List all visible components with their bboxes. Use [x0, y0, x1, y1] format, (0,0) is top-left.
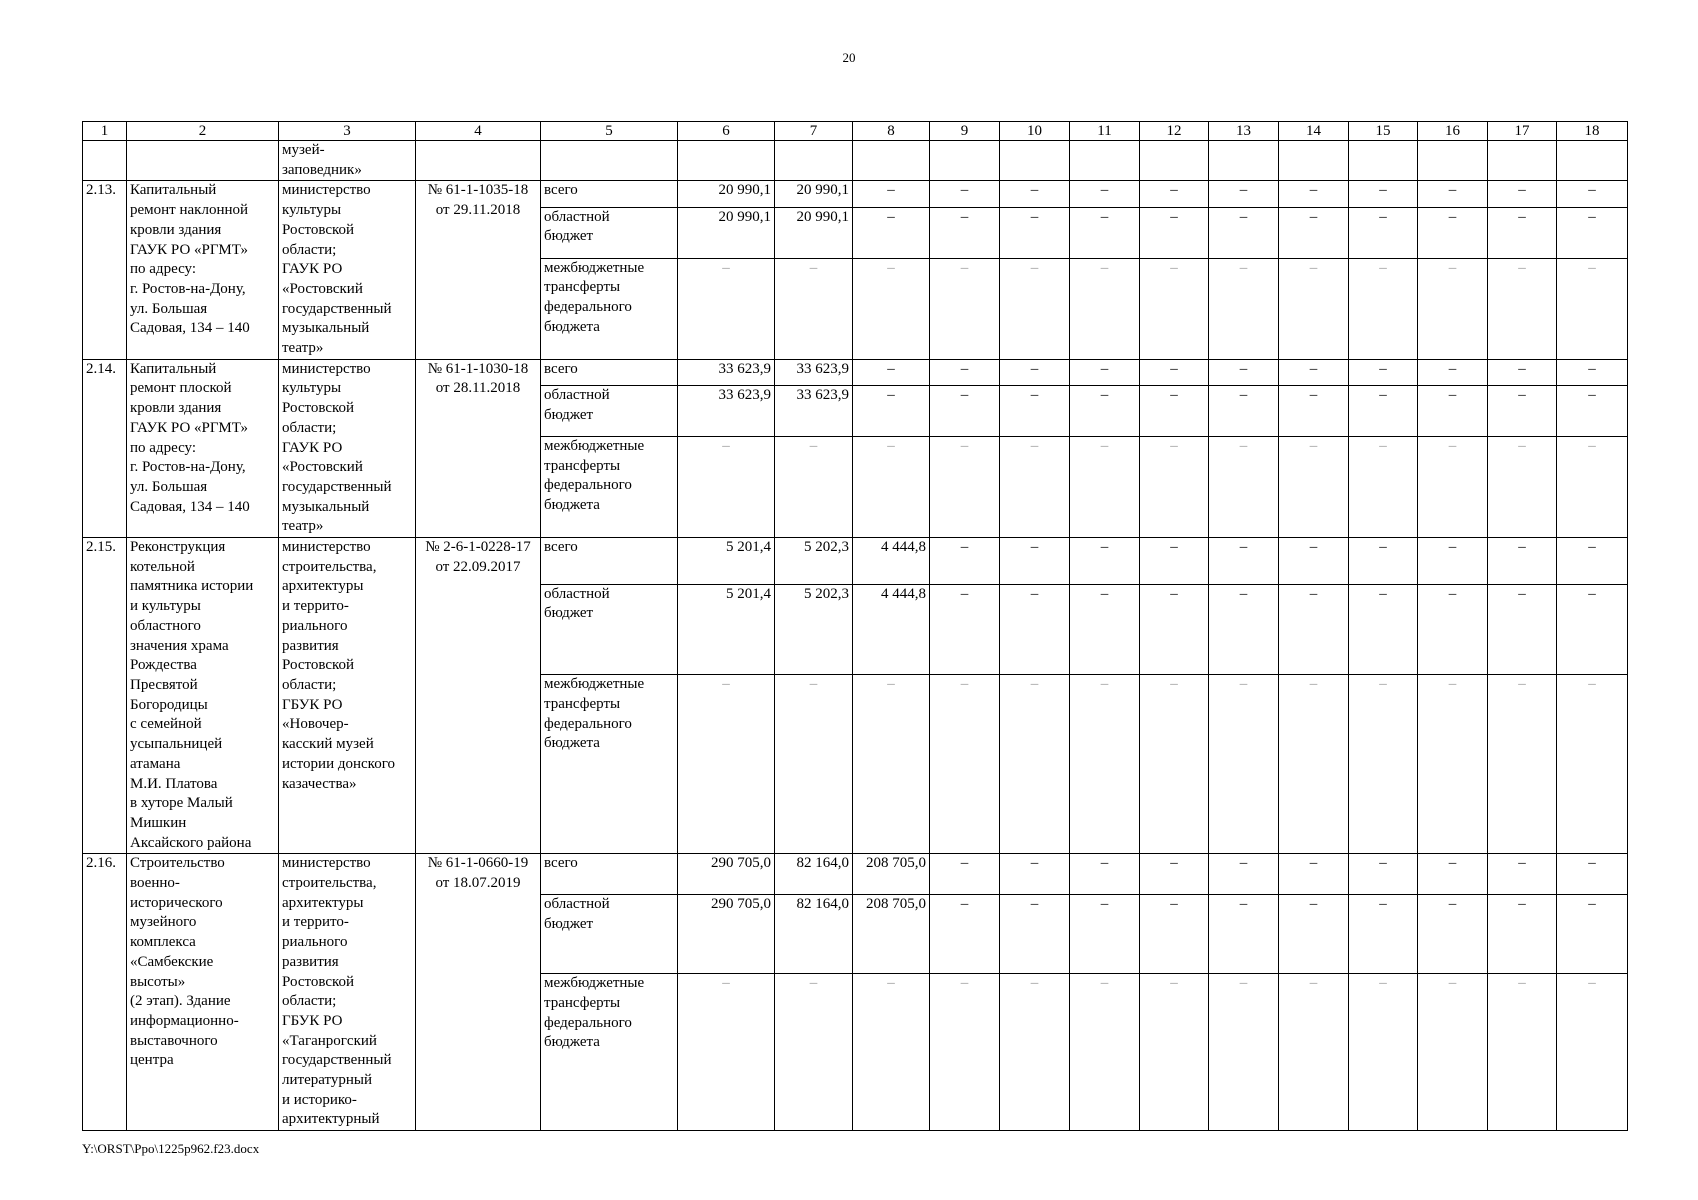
value-col-10: – [1000, 974, 1070, 1131]
value-col-8: – [853, 974, 930, 1131]
value-col-13: – [1209, 385, 1279, 436]
continuation-empty-cell [1488, 141, 1557, 181]
value-col-18: – [1557, 207, 1628, 258]
continuation-empty-cell [1070, 141, 1140, 181]
value-col-14: – [1279, 207, 1349, 258]
budget-table [82, 121, 1628, 1131]
value-col-13: – [1209, 207, 1279, 258]
continuation-empty-cell [1349, 141, 1418, 181]
value-col-8: 208 705,0 [853, 854, 930, 895]
value-col-18: – [1557, 258, 1628, 359]
value-col-6: 33 623,9 [678, 359, 775, 385]
value-col-7: 82 164,0 [775, 854, 853, 895]
executor: министерство строительства, архитектуры и террито- риального развития Ростовской области; ГБУК РО «Таганрогский государственный литературный и историко- архитектурный [279, 854, 416, 1131]
value-col-6: 5 201,4 [678, 584, 775, 675]
continuation-empty-cell [416, 141, 541, 181]
value-col-9: – [930, 359, 1000, 385]
executor: министерство строительства, архитектуры и террито- риального развития Ростовской области; ГБУК РО «Новочер- касский музей истории донского казачества» [279, 538, 416, 854]
value-col-17: – [1488, 854, 1557, 895]
value-col-16: – [1418, 385, 1488, 436]
value-col-18: – [1557, 359, 1628, 385]
value-col-12: – [1140, 854, 1209, 895]
value-col-8: 208 705,0 [853, 894, 930, 973]
table-row [83, 181, 1628, 207]
table-row [83, 538, 1628, 584]
object-name: Реконструкция котельной памятника истории и культуры областного значения храма Рождества Пресвятой Богородицы с семейной усыпальницей атамана М.И. Платова в хуторе Малый Мишкин Аксайского района [127, 538, 279, 854]
value-col-14: – [1279, 359, 1349, 385]
column-header-8: 8 [853, 122, 930, 141]
column-header-9: 9 [930, 122, 1000, 141]
value-col-14: – [1279, 258, 1349, 359]
funding-source: межбюджетные трансферты федерального бюджета [541, 974, 678, 1131]
value-col-16: – [1418, 359, 1488, 385]
value-col-14: – [1279, 181, 1349, 207]
value-col-12: – [1140, 181, 1209, 207]
value-col-11: – [1070, 258, 1140, 359]
value-col-16: – [1418, 437, 1488, 538]
value-col-16: – [1418, 974, 1488, 1131]
value-col-6: – [678, 675, 775, 854]
value-col-11: – [1070, 181, 1140, 207]
column-header-7: 7 [775, 122, 853, 141]
value-col-7: 82 164,0 [775, 894, 853, 973]
value-col-13: – [1209, 181, 1279, 207]
continuation-empty-cell [83, 141, 127, 181]
value-col-15: – [1349, 675, 1418, 854]
value-col-9: – [930, 181, 1000, 207]
value-col-11: – [1070, 894, 1140, 973]
value-col-12: – [1140, 359, 1209, 385]
value-col-6: – [678, 974, 775, 1131]
column-header-14: 14 [1279, 122, 1349, 141]
value-col-13: – [1209, 258, 1279, 359]
value-col-12: – [1140, 974, 1209, 1131]
continuation-empty-cell [930, 141, 1000, 181]
value-col-17: – [1488, 675, 1557, 854]
value-col-11: – [1070, 584, 1140, 675]
value-col-14: – [1279, 584, 1349, 675]
value-col-9: – [930, 974, 1000, 1131]
value-col-10: – [1000, 437, 1070, 538]
value-col-14: – [1279, 385, 1349, 436]
value-col-6: 5 201,4 [678, 538, 775, 584]
value-col-7: 20 990,1 [775, 181, 853, 207]
value-col-10: – [1000, 359, 1070, 385]
funding-source: межбюджетные трансферты федерального бюджета [541, 675, 678, 854]
value-col-16: – [1418, 584, 1488, 675]
value-col-8: – [853, 437, 930, 538]
value-col-14: – [1279, 675, 1349, 854]
value-col-13: – [1209, 854, 1279, 895]
value-col-8: – [853, 207, 930, 258]
value-col-16: – [1418, 258, 1488, 359]
row-number: 2.14. [83, 359, 127, 537]
value-col-12: – [1140, 675, 1209, 854]
value-col-11: – [1070, 385, 1140, 436]
column-header-6: 6 [678, 122, 775, 141]
value-col-11: – [1070, 974, 1140, 1131]
value-col-10: – [1000, 675, 1070, 854]
value-col-18: – [1557, 538, 1628, 584]
continuation-empty-cell [1557, 141, 1628, 181]
value-col-10: – [1000, 894, 1070, 973]
value-col-11: – [1070, 359, 1140, 385]
value-col-16: – [1418, 854, 1488, 895]
value-col-7: 5 202,3 [775, 538, 853, 584]
value-col-10: – [1000, 385, 1070, 436]
column-header-1: 1 [83, 122, 127, 141]
value-col-7: – [775, 974, 853, 1131]
continuation-empty-cell [127, 141, 279, 181]
value-col-18: – [1557, 894, 1628, 973]
value-col-8: – [853, 258, 930, 359]
value-col-14: – [1279, 538, 1349, 584]
value-col-13: – [1209, 584, 1279, 675]
continuation-empty-cell [1140, 141, 1209, 181]
column-header-12: 12 [1140, 122, 1209, 141]
funding-source: областной бюджет [541, 894, 678, 973]
value-col-7: 33 623,9 [775, 385, 853, 436]
funding-source: всего [541, 854, 678, 895]
value-col-15: – [1349, 437, 1418, 538]
continuation-executor: музей- заповедник» [279, 141, 416, 181]
value-col-18: – [1557, 675, 1628, 854]
value-col-12: – [1140, 894, 1209, 973]
column-header-13: 13 [1209, 122, 1279, 141]
table-row [83, 359, 1628, 385]
object-name: Строительство военно- исторического музейного комплекса «Самбекские высоты» (2 этап). Здание информационно- выставочного центра [127, 854, 279, 1131]
value-col-6: – [678, 258, 775, 359]
executor: министерство культуры Ростовской области; ГАУК РО «Ростовский государственный музыкальный театр» [279, 359, 416, 537]
value-col-15: – [1349, 359, 1418, 385]
value-col-14: – [1279, 974, 1349, 1131]
value-col-10: – [1000, 538, 1070, 584]
value-col-10: – [1000, 181, 1070, 207]
page-number: 20 [842, 50, 856, 65]
column-header-15: 15 [1349, 122, 1418, 141]
continuation-empty-cell [775, 141, 853, 181]
value-col-11: – [1070, 207, 1140, 258]
value-col-12: – [1140, 385, 1209, 436]
funding-source: всего [541, 359, 678, 385]
value-col-6: – [678, 437, 775, 538]
value-col-12: – [1140, 437, 1209, 538]
column-header-11: 11 [1070, 122, 1140, 141]
value-col-8: 4 444,8 [853, 584, 930, 675]
value-col-9: – [930, 437, 1000, 538]
value-col-9: – [930, 584, 1000, 675]
value-col-17: – [1488, 538, 1557, 584]
continuation-row [83, 141, 1628, 181]
value-col-13: – [1209, 359, 1279, 385]
value-col-6: 290 705,0 [678, 854, 775, 895]
value-col-11: – [1070, 437, 1140, 538]
value-col-12: – [1140, 538, 1209, 584]
column-header-17: 17 [1488, 122, 1557, 141]
value-col-15: – [1349, 258, 1418, 359]
value-col-9: – [930, 894, 1000, 973]
value-col-7: 33 623,9 [775, 359, 853, 385]
funding-source: всего [541, 181, 678, 207]
value-col-18: – [1557, 181, 1628, 207]
row-number: 2.13. [83, 181, 127, 359]
column-header-16: 16 [1418, 122, 1488, 141]
continuation-empty-cell [1279, 141, 1349, 181]
document-ref: № 61-1-1030-18 от 28.11.2018 [416, 359, 541, 537]
value-col-18: – [1557, 584, 1628, 675]
value-col-15: – [1349, 894, 1418, 973]
value-col-9: – [930, 675, 1000, 854]
column-header-10: 10 [1000, 122, 1070, 141]
value-col-13: – [1209, 974, 1279, 1131]
value-col-14: – [1279, 854, 1349, 895]
funding-source: областной бюджет [541, 207, 678, 258]
value-col-8: 4 444,8 [853, 538, 930, 584]
value-col-8: – [853, 181, 930, 207]
table-body [83, 122, 1628, 1131]
footer-file-path: Y:\ORST\Ppo\1225p962.f23.docx [82, 1141, 260, 1156]
value-col-10: – [1000, 584, 1070, 675]
value-col-15: – [1349, 181, 1418, 207]
value-col-17: – [1488, 437, 1557, 538]
value-col-11: – [1070, 675, 1140, 854]
value-col-10: – [1000, 258, 1070, 359]
value-col-6: 33 623,9 [678, 385, 775, 436]
row-number: 2.15. [83, 538, 127, 854]
document-ref: № 2-6-1-0228-17 от 22.09.2017 [416, 538, 541, 854]
funding-source: областной бюджет [541, 385, 678, 436]
executor: министерство культуры Ростовской области; ГАУК РО «Ростовский государственный музыкальный театр» [279, 181, 416, 359]
value-col-15: – [1349, 538, 1418, 584]
value-col-10: – [1000, 207, 1070, 258]
value-col-13: – [1209, 894, 1279, 973]
value-col-11: – [1070, 538, 1140, 584]
object-name: Капитальный ремонт наклонной кровли здания ГАУК РО «РГМТ» по адресу: г. Ростов-на-Дону, ул. Большая Садовая, 134 – 140 [127, 181, 279, 359]
funding-source: областной бюджет [541, 584, 678, 675]
value-col-13: – [1209, 675, 1279, 854]
funding-source: межбюджетные трансферты федерального бюджета [541, 258, 678, 359]
value-col-15: – [1349, 584, 1418, 675]
column-header-18: 18 [1557, 122, 1628, 141]
value-col-7: – [775, 437, 853, 538]
value-col-16: – [1418, 894, 1488, 973]
value-col-18: – [1557, 437, 1628, 538]
value-col-7: – [775, 675, 853, 854]
value-col-6: 20 990,1 [678, 181, 775, 207]
document-ref: № 61-1-0660-19 от 18.07.2019 [416, 854, 541, 1131]
continuation-empty-cell [541, 141, 678, 181]
continuation-empty-cell [1000, 141, 1070, 181]
value-col-17: – [1488, 894, 1557, 973]
value-col-18: – [1557, 385, 1628, 436]
funding-source: всего [541, 538, 678, 584]
document-ref: № 61-1-1035-18 от 29.11.2018 [416, 181, 541, 359]
value-col-7: 5 202,3 [775, 584, 853, 675]
value-col-13: – [1209, 538, 1279, 584]
object-name: Капитальный ремонт плоской кровли здания ГАУК РО «РГМТ» по адресу: г. Ростов-на-Дону, ул. Большая Садовая, 134 – 140 [127, 359, 279, 537]
value-col-9: – [930, 258, 1000, 359]
value-col-17: – [1488, 359, 1557, 385]
value-col-12: – [1140, 207, 1209, 258]
value-col-6: 20 990,1 [678, 207, 775, 258]
value-col-8: – [853, 359, 930, 385]
value-col-7: – [775, 258, 853, 359]
column-header-3: 3 [279, 122, 416, 141]
value-col-11: – [1070, 854, 1140, 895]
value-col-17: – [1488, 974, 1557, 1131]
funding-source: межбюджетные трансферты федерального бюджета [541, 437, 678, 538]
value-col-12: – [1140, 258, 1209, 359]
value-col-8: – [853, 385, 930, 436]
value-col-6: 290 705,0 [678, 894, 775, 973]
value-col-14: – [1279, 437, 1349, 538]
value-col-16: – [1418, 181, 1488, 207]
value-col-9: – [930, 385, 1000, 436]
value-col-16: – [1418, 675, 1488, 854]
continuation-empty-cell [1418, 141, 1488, 181]
value-col-18: – [1557, 854, 1628, 895]
header-row [83, 122, 1628, 141]
value-col-18: – [1557, 974, 1628, 1131]
value-col-14: – [1279, 894, 1349, 973]
table-row [83, 854, 1628, 895]
column-header-5: 5 [541, 122, 678, 141]
value-col-15: – [1349, 207, 1418, 258]
value-col-16: – [1418, 538, 1488, 584]
value-col-9: – [930, 207, 1000, 258]
continuation-empty-cell [678, 141, 775, 181]
value-col-13: – [1209, 437, 1279, 538]
value-col-15: – [1349, 974, 1418, 1131]
value-col-10: – [1000, 854, 1070, 895]
value-col-17: – [1488, 181, 1557, 207]
value-col-15: – [1349, 854, 1418, 895]
value-col-16: – [1418, 207, 1488, 258]
continuation-empty-cell [853, 141, 930, 181]
value-col-17: – [1488, 385, 1557, 436]
value-col-15: – [1349, 385, 1418, 436]
value-col-17: – [1488, 584, 1557, 675]
column-header-4: 4 [416, 122, 541, 141]
continuation-empty-cell [1209, 141, 1279, 181]
column-header-2: 2 [127, 122, 279, 141]
value-col-7: 20 990,1 [775, 207, 853, 258]
value-col-17: – [1488, 207, 1557, 258]
value-col-9: – [930, 854, 1000, 895]
value-col-8: – [853, 675, 930, 854]
value-col-9: – [930, 538, 1000, 584]
value-col-12: – [1140, 584, 1209, 675]
value-col-17: – [1488, 258, 1557, 359]
row-number: 2.16. [83, 854, 127, 1131]
